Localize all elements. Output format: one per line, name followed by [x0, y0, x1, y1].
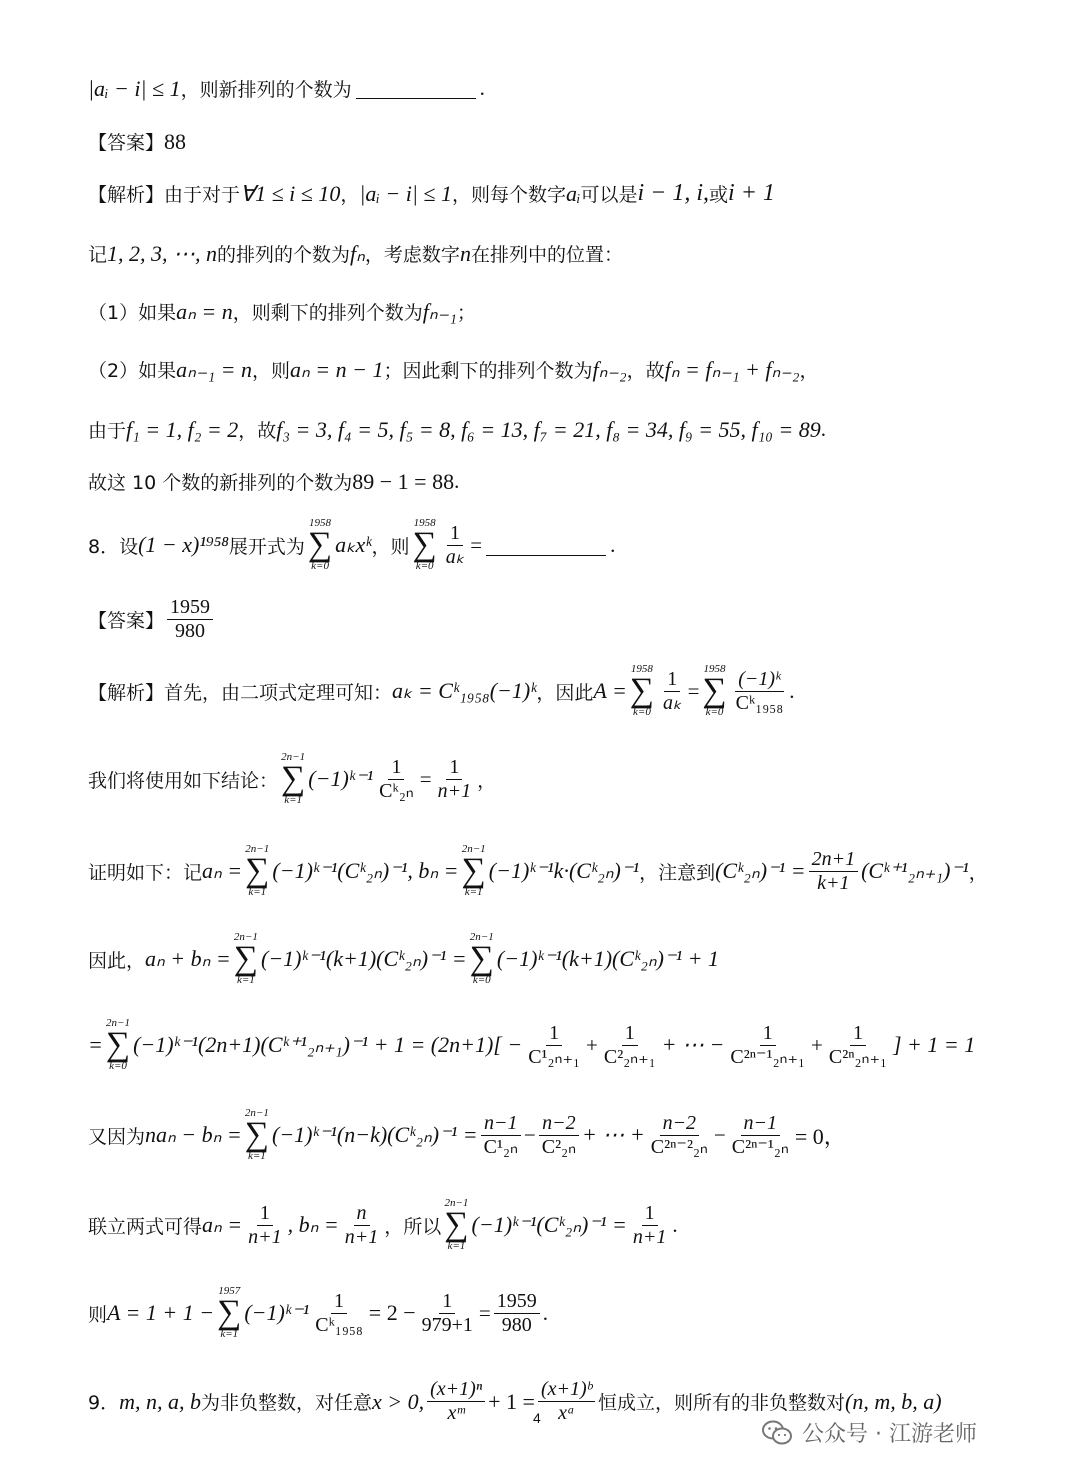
math: f₃ = 3, f₄ = 5, f₅ = 8, f₆ = 13, f₇ = 21, f₈ = 34, f₉ = 55, f₁₀ = 89 — [276, 416, 821, 442]
minus: − — [523, 1122, 536, 1147]
math: aₙ = — [202, 1212, 243, 1238]
fraction — [826, 1022, 890, 1069]
math: f₁ = 1, f₂ = 2 — [126, 416, 239, 442]
sum-symbol: 2n−1 ∑ k=1 — [444, 1197, 469, 1253]
math: (Cᵏ⁺¹₂ₙ₊₁)⁻¹ — [861, 858, 969, 884]
sum-symbol: 2n−1 ∑ k=1 — [281, 751, 306, 807]
numerator: 1 — [664, 668, 680, 692]
sum-lower: k=0 — [415, 560, 434, 573]
math: (Cᵏ₂ₙ)⁻¹ = — [715, 858, 806, 884]
text: ，则每个数字 — [451, 184, 566, 206]
denominator: 979+1 — [421, 1313, 473, 1336]
denominator: n+1 — [437, 779, 472, 802]
numerator: 1 — [850, 1022, 866, 1046]
sum-lower: k=1 — [236, 974, 255, 987]
math: A = 1 + 1 − — [107, 1300, 215, 1326]
fraction — [481, 1112, 521, 1159]
numerator: 1959 — [494, 1290, 540, 1314]
math: = 0， — [794, 1123, 846, 1149]
numerator: 1 — [622, 1022, 638, 1046]
numerator: 1 — [546, 1022, 562, 1046]
math: i + 1 — [728, 180, 775, 206]
denominator: k+1 — [817, 871, 850, 894]
fraction — [312, 1290, 366, 1337]
fraction — [648, 1112, 711, 1159]
math: , bₙ = — [287, 1212, 339, 1238]
text: ，则剩下的排列个数为 — [232, 302, 423, 324]
fraction — [539, 1112, 579, 1159]
period: . — [820, 417, 826, 441]
text: ， — [340, 184, 360, 206]
text: 因此， — [88, 949, 146, 972]
sum-lower: k=1 — [247, 1150, 266, 1163]
text: 在排列中的位置： — [470, 244, 623, 266]
fraction — [443, 522, 468, 569]
period: . — [672, 1212, 678, 1237]
fraction — [494, 1290, 540, 1337]
math: + ⋯ + — [582, 1122, 645, 1148]
text: ，注意到 — [639, 861, 716, 884]
numerator: 1 — [439, 1290, 455, 1314]
numerator: 1 — [331, 1290, 347, 1314]
math: aₖ = Cᵏ₁₉₅₈(−1)ᵏ — [392, 678, 537, 704]
math: 1, 2, 3, ⋯, n — [107, 240, 218, 266]
fraction — [427, 1378, 485, 1425]
q8-final — [88, 1286, 548, 1340]
sum-symbol: 1958 ∑ k=0 — [629, 663, 655, 719]
text: 的排列的个数为 — [217, 244, 351, 266]
period: . — [789, 678, 795, 703]
math: |aᵢ − i| ≤ 1 — [359, 180, 452, 206]
fraction — [809, 848, 859, 895]
sum-upper: 1958 — [630, 663, 653, 675]
denominator: 980 — [175, 620, 206, 642]
text: （2）如果 — [88, 360, 177, 382]
fraction — [727, 1022, 808, 1069]
equals: = — [470, 532, 483, 557]
denominator: n+1 — [632, 1225, 667, 1248]
equals: = — [687, 678, 700, 703]
q8-answer — [88, 596, 216, 643]
fraction — [245, 1202, 285, 1249]
answer-bracket: 【答案】 — [88, 610, 165, 632]
sum-lower: k=1 — [284, 794, 303, 807]
math: + 1 = — [488, 1388, 535, 1414]
q7-case1 — [88, 298, 476, 325]
math: (−1)ᵏ⁻¹(k+1)(Cᵏ₂ₙ)⁻¹ = — [261, 946, 467, 972]
denominator: C²ⁿ⁻¹₂ₙ — [731, 1135, 789, 1158]
math: (−1)ᵏ⁻¹k·(Cᵏ₂ₙ)⁻¹ — [488, 858, 640, 884]
q7-conclusion — [88, 468, 459, 495]
q7-case2 — [88, 356, 819, 383]
sum-upper: 1958 — [309, 517, 332, 529]
text: ，则 — [251, 360, 290, 382]
math: (n, m, b, a) — [845, 1388, 942, 1414]
fraction — [733, 668, 787, 715]
numerator: 1959 — [167, 596, 213, 620]
text: ， — [968, 861, 988, 884]
fraction — [525, 1022, 583, 1069]
denominator: C²ⁿ⁻¹₂ₙ₊₁ — [730, 1045, 806, 1068]
sum-symbol: 2n−1 ∑ k=1 — [233, 931, 258, 987]
text: ； — [456, 302, 476, 324]
denominator: C²ⁿ₂ₙ₊₁ — [828, 1045, 887, 1068]
math: ] + 1 = 1 — [893, 1032, 976, 1058]
text: ， — [799, 360, 819, 382]
math: (1 − x)¹⁹⁵⁸ — [138, 532, 229, 558]
math: aₙ = n − 1 — [289, 356, 384, 382]
sum-upper: 2n−1 — [469, 931, 494, 943]
fraction — [660, 668, 685, 715]
math: aₖxᵏ — [335, 532, 372, 558]
sum-lower: k=0 — [472, 974, 491, 987]
numerator: 1 — [760, 1022, 776, 1046]
numerator: 1 — [446, 756, 462, 780]
numerator: (x+1)ⁿ — [427, 1378, 485, 1402]
sum-symbol: 2n−1 ∑ k=0 — [105, 1017, 131, 1073]
question-label: 8．设 — [88, 535, 139, 558]
watermark-text: 公众号 · 江游老师 — [802, 1422, 977, 1447]
numerator: n−1 — [481, 1112, 521, 1136]
numerator: 1 — [642, 1202, 658, 1226]
sum-lower: k=1 — [220, 1328, 239, 1341]
text: 则 — [88, 1303, 108, 1326]
sum-upper: 2n−1 — [245, 843, 270, 855]
math-abs-condition: |aᵢ − i| ≤ 1 — [88, 75, 181, 101]
sum-symbol: 2n−1 ∑ k=0 — [469, 931, 494, 987]
math: = — [88, 1032, 103, 1058]
math: (−1)ᵏ⁻¹(Cᵏ₂ₙ)⁻¹ = — [471, 1212, 627, 1238]
fraction — [419, 1290, 476, 1337]
fraction — [729, 1112, 792, 1159]
q8-proof-line3 — [88, 1018, 975, 1072]
answer-value: 88 — [164, 128, 187, 154]
numerator: 1 — [388, 756, 404, 780]
math: fₙ₋₂ — [592, 356, 627, 382]
math: n — [459, 240, 471, 266]
text: （1）如果 — [88, 302, 177, 324]
plus: + — [586, 1032, 598, 1057]
math: aₙ + bₙ = — [145, 946, 231, 972]
sum-upper: 1958 — [703, 663, 726, 675]
q7-solution-line2 — [88, 240, 623, 267]
text: 首先，由二项式定理可知： — [164, 681, 393, 704]
numerator: n−1 — [741, 1112, 781, 1136]
math: ∀1 ≤ i ≤ 10 — [240, 180, 341, 206]
math: (−1)ᵏ⁻¹(n−k)(Cᵏ₂ₙ)⁻¹ = — [272, 1122, 478, 1148]
question-label: 9． — [88, 1392, 120, 1414]
text: 我们将使用如下结论： — [88, 769, 279, 792]
numerator: (x+1)ᵇ — [538, 1378, 595, 1402]
sum-lower: k=0 — [311, 560, 329, 573]
numerator: n−2 — [660, 1112, 700, 1136]
fraction — [601, 1022, 659, 1069]
sum-upper: 1958 — [413, 517, 436, 529]
sum-symbol: 1957 ∑ k=1 — [217, 1285, 242, 1341]
fraction — [630, 1202, 670, 1249]
sum-lower: k=1 — [248, 886, 267, 899]
text: ，所以 — [384, 1215, 442, 1238]
sum-lower: k=0 — [705, 706, 724, 719]
numerator: 1 — [447, 522, 463, 546]
q8-proof-line1 — [88, 844, 988, 898]
denominator: C¹₂ₙ — [483, 1135, 518, 1158]
sum-upper: 2n−1 — [281, 751, 306, 763]
q8-proof-line5 — [88, 1198, 678, 1252]
denominator: C²₂ₙ₊₁ — [603, 1045, 656, 1068]
denominator: Cᵏ₂ₙ — [379, 779, 414, 802]
sum-upper: 2n−1 — [106, 1017, 130, 1029]
sum-lower: k=0 — [109, 1060, 127, 1073]
watermark — [762, 1417, 977, 1448]
wechat-icon — [762, 1420, 792, 1446]
math: = 2 − — [368, 1300, 416, 1326]
math: (−1)ᵏ⁻¹ — [308, 766, 374, 792]
answer-blank — [356, 78, 476, 99]
numerator: 2n+1 — [809, 848, 859, 872]
math: fₙ = fₙ₋₁ + fₙ₋₂ — [664, 356, 800, 382]
q8-proof-line2 — [88, 932, 719, 986]
plus: + — [811, 1032, 823, 1057]
q7-condition-line — [88, 75, 485, 102]
period: . — [542, 1300, 548, 1325]
math: aᵢ — [565, 180, 581, 206]
denominator: C²₂ₙ — [541, 1135, 577, 1158]
sum-upper: 2n−1 — [461, 843, 486, 855]
denominator: n+1 — [248, 1225, 282, 1248]
q7-fib-values — [88, 416, 826, 443]
period: . — [479, 76, 485, 100]
sum-symbol: 1958 ∑ k=0 — [702, 663, 727, 719]
period: . — [610, 532, 616, 557]
text: ，考虑数字 — [364, 244, 460, 266]
q8-proof-line4 — [88, 1108, 846, 1162]
text: ，则 — [371, 535, 410, 558]
text: ，故 — [626, 360, 665, 382]
denominator: Cᵏ₁₉₅₈ — [315, 1313, 363, 1336]
q7-solution-line1 — [88, 180, 775, 207]
solution-bracket: 【解析】 — [88, 184, 165, 206]
sum-lower: k=1 — [464, 886, 483, 899]
text: 由于对于 — [164, 184, 241, 206]
math: aₙ₋₁ = n — [176, 356, 252, 382]
denominator: Cᵏ₁₉₅₈ — [735, 691, 784, 714]
fraction — [376, 756, 417, 803]
denominator: n+1 — [344, 1225, 379, 1248]
math: x > 0, — [372, 1388, 425, 1414]
text: 为非负整数，对任意 — [200, 1392, 372, 1414]
text: 恒成立，则所有的非负整数对 — [598, 1392, 846, 1414]
q8-lemma — [88, 752, 496, 806]
equals: = — [478, 1300, 491, 1325]
denominator: C²ⁿ⁻²₂ₙ — [650, 1135, 708, 1158]
sum-symbol: 1958 ∑ k=0 — [307, 517, 333, 573]
text: 可以是 — [580, 184, 638, 206]
math: 89 − 1 = 88 — [352, 468, 455, 494]
math: fₙ — [350, 240, 365, 266]
denominator: xᵐ — [447, 1402, 465, 1424]
text: 展开式为 — [228, 535, 305, 558]
math: aₙ = n — [176, 298, 233, 324]
sum-upper: 2n−1 — [444, 1197, 469, 1209]
text: 联立两式可得 — [88, 1215, 203, 1238]
q8-statement — [88, 518, 615, 572]
sum-lower: k=0 — [633, 706, 651, 719]
text: 或 — [709, 184, 729, 206]
math: (−1)ᵏ⁻¹(2n+1)(Cᵏ⁺¹₂ₙ₊₁)⁻¹ + 1 = (2n+1)[ − — [133, 1032, 523, 1058]
sum-symbol: 2n−1 ∑ k=1 — [245, 843, 270, 899]
sum-symbol: 2n−1 ∑ k=1 — [244, 1107, 269, 1163]
denominator: 980 — [501, 1313, 532, 1336]
denominator: C¹₂ₙ₊₁ — [528, 1045, 581, 1068]
answer-fraction — [167, 596, 213, 643]
math: (−1)ᵏ⁻¹(k+1)(Cᵏ₂ₙ)⁻¹ + 1 — [496, 946, 720, 972]
math: aₙ = — [202, 858, 243, 884]
math: naₙ − bₙ = — [145, 1122, 242, 1148]
fraction — [538, 1378, 595, 1425]
math: (−1)ᵏ⁻¹(Cᵏ₂ₙ)⁻¹, bₙ = — [272, 858, 459, 884]
text: ；因此剩下的排列个数为 — [383, 360, 593, 382]
text: 由于 — [88, 420, 127, 442]
equals: = — [419, 766, 432, 791]
text: 证明如下：记 — [88, 861, 203, 884]
sum-symbol: 2n−1 ∑ k=1 — [461, 843, 486, 899]
sum-upper: 1957 — [218, 1285, 241, 1297]
math: A = — [593, 678, 627, 704]
minus: − — [713, 1122, 726, 1147]
text: ，故 — [238, 420, 277, 442]
period: . — [454, 469, 460, 493]
text: 记 — [88, 244, 108, 266]
text: 又因为 — [88, 1125, 146, 1148]
math: + ⋯ − — [661, 1032, 725, 1058]
sum-symbol: 1958 ∑ k=0 — [412, 517, 437, 573]
numerator: 1 — [257, 1202, 273, 1226]
math: fₙ₋₁ — [422, 298, 457, 324]
fraction — [435, 756, 475, 803]
answer-bracket: 【答案】 — [88, 132, 165, 154]
q8-solution-line1 — [88, 664, 794, 718]
math: m, n, a, b — [119, 1388, 201, 1414]
sum-upper: 2n−1 — [244, 1107, 269, 1119]
denominator: aₖ — [663, 691, 682, 714]
denominator: aₖ — [445, 545, 465, 568]
sum-upper: 2n−1 — [233, 931, 258, 943]
numerator: n — [354, 1202, 370, 1226]
page-number: 4 — [533, 1410, 541, 1426]
answer-blank — [486, 535, 606, 556]
text: ，因此 — [536, 681, 594, 704]
math: i − 1, i, — [637, 180, 710, 206]
numerator: (−1)ᵏ — [735, 668, 783, 692]
text: ，则新排列的个数为 — [180, 79, 352, 101]
fraction — [342, 1202, 382, 1249]
numerator: n−2 — [539, 1112, 579, 1136]
denominator: xᵃ — [558, 1402, 575, 1424]
q7-answer — [88, 128, 186, 155]
solution-bracket: 【解析】 — [88, 681, 165, 704]
text: 故这 10 个数的新排列的个数为 — [88, 472, 353, 494]
text: ， — [477, 769, 497, 792]
sum-lower: k=1 — [447, 1240, 466, 1253]
math: (−1)ᵏ⁻¹ — [244, 1300, 310, 1326]
